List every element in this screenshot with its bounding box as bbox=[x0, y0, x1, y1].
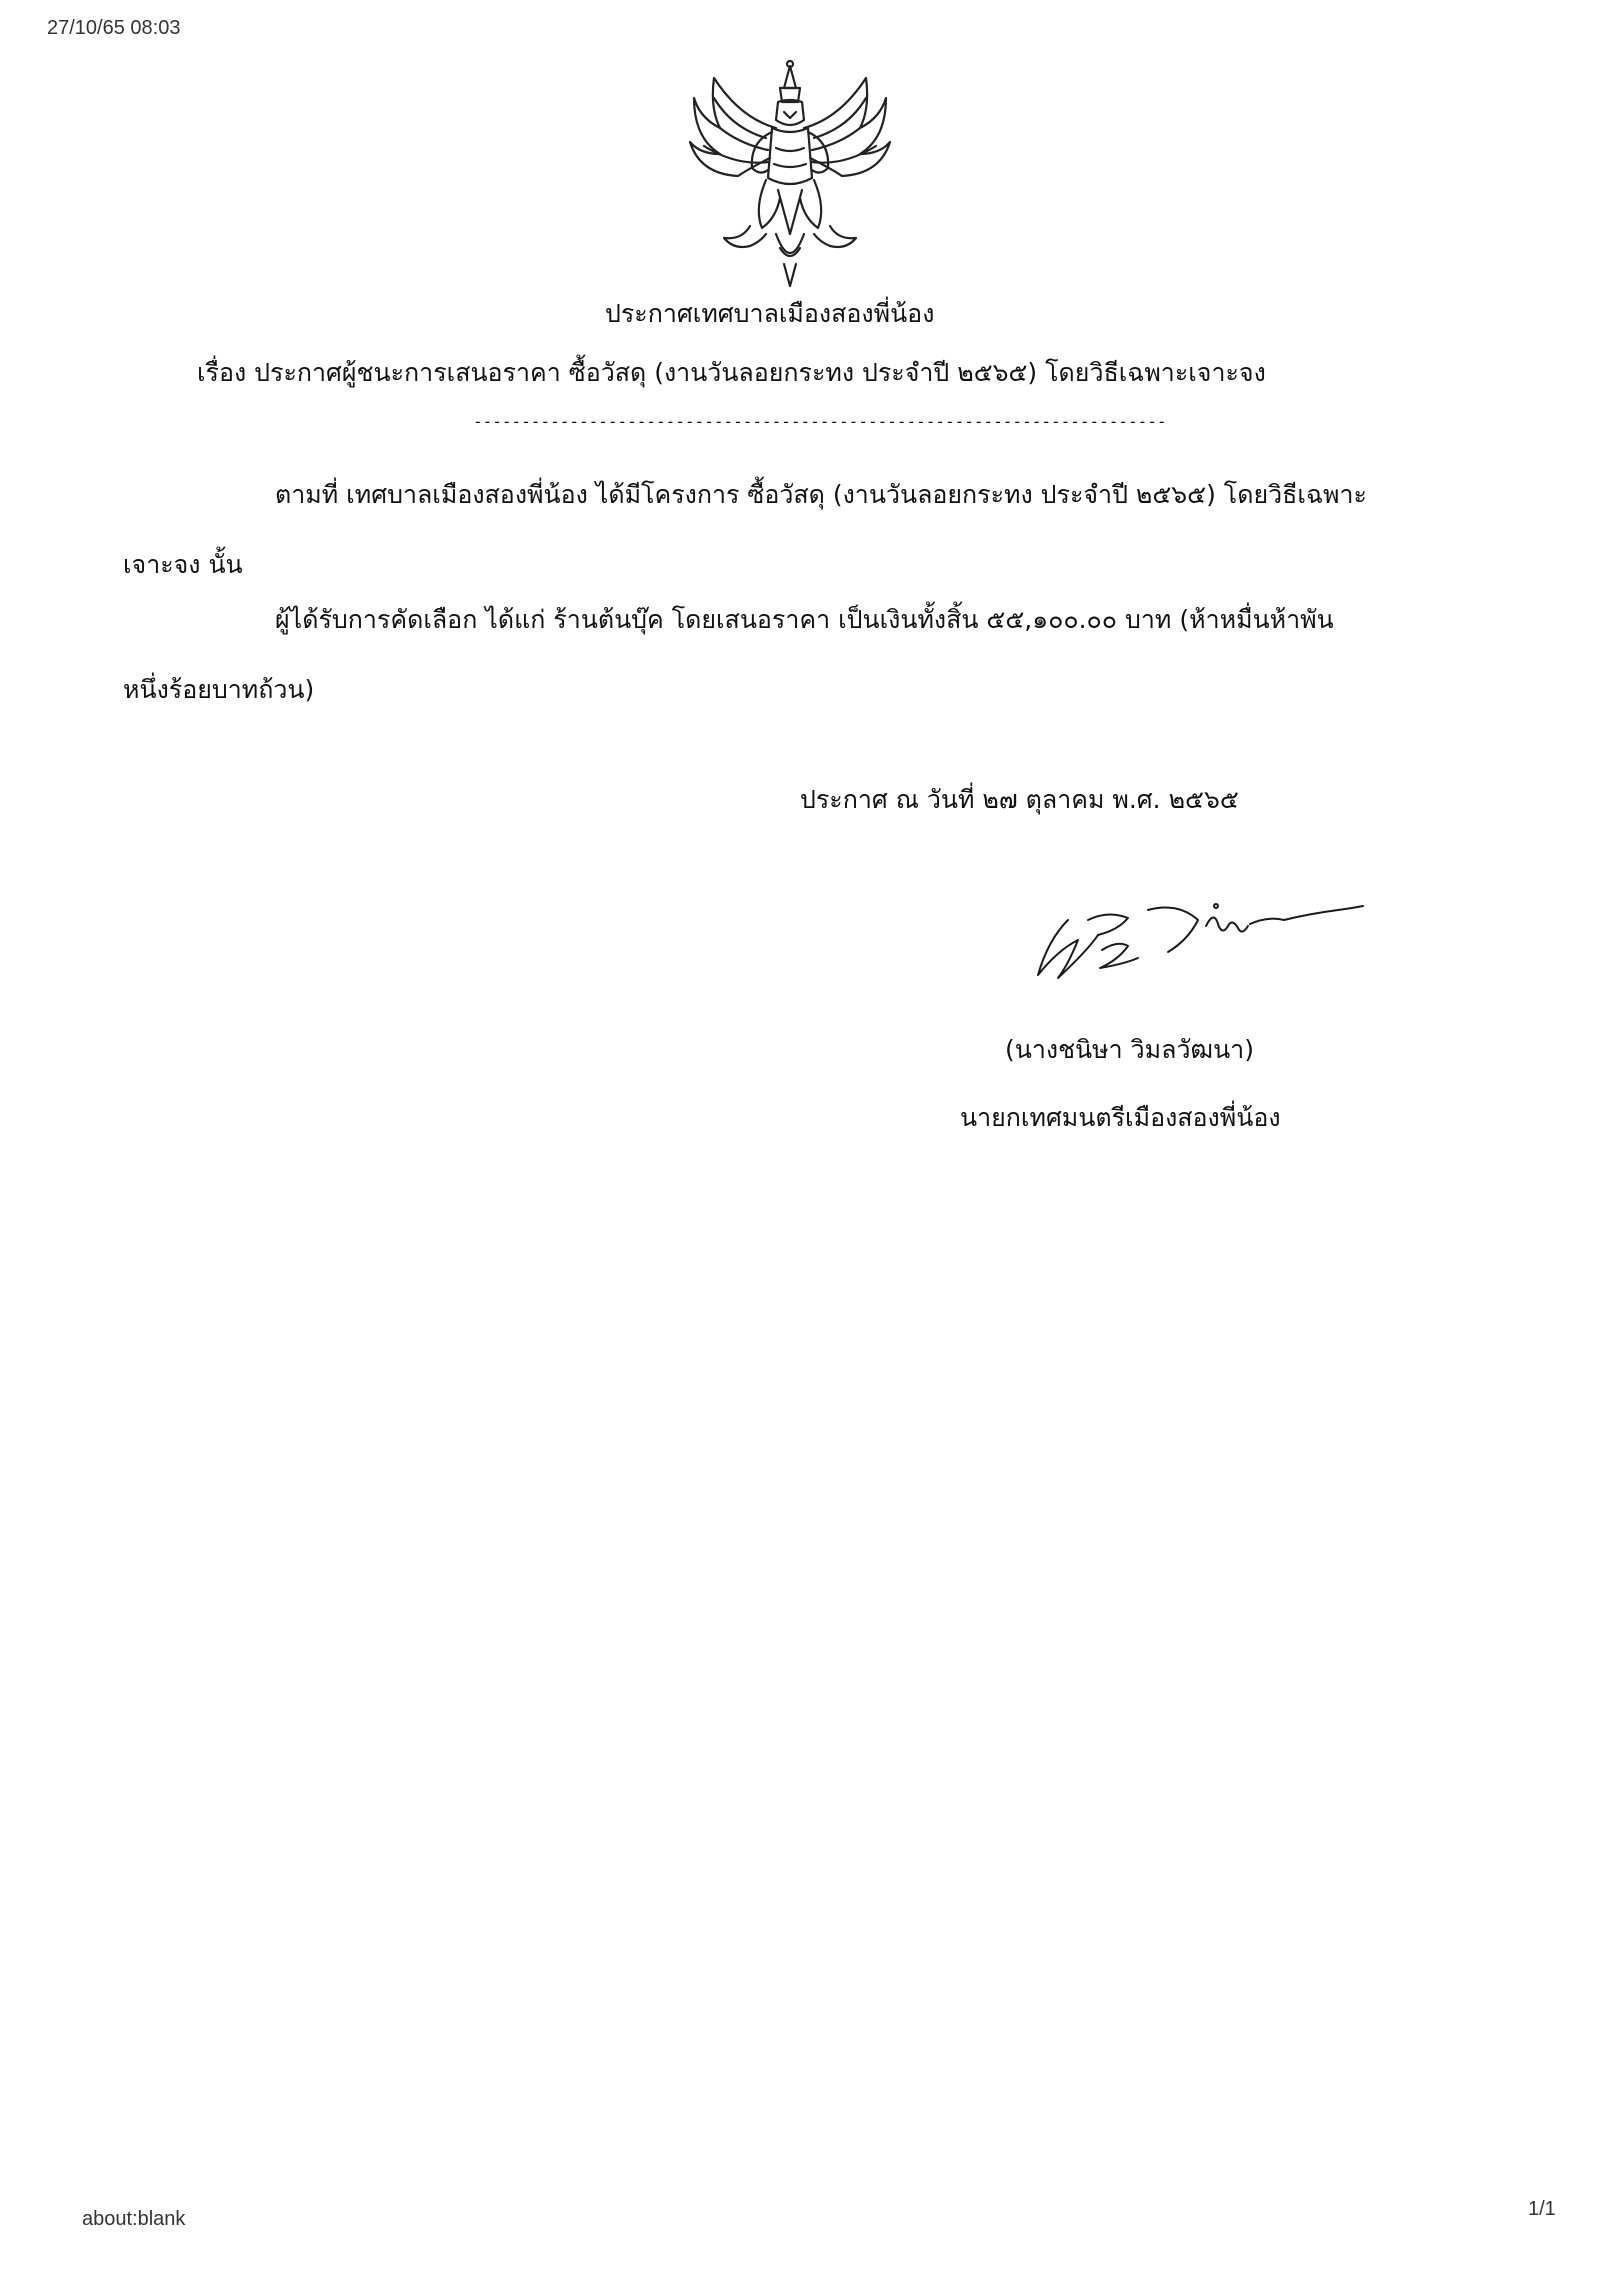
announcement-title: ประกาศเทศบาลเมืองสองพี่น้อง bbox=[605, 299, 935, 328]
announcement-subject: เรื่อง ประกาศผู้ชนะการเสนอราคา ซื้อวัสดุ (งานวันลอยกระทง ประจำปี ๒๕๖๕) โดยวิธีเฉพาะเจาะจง bbox=[197, 358, 1266, 387]
garuda-emblem-icon bbox=[680, 58, 900, 290]
print-footer-page-number: 1/1 bbox=[1528, 2198, 1556, 2220]
paragraph-2-line-1: ผู้ได้รับการคัดเลือก ได้แก่ ร้านต้นบุ๊ค โดยเสนอราคา เป็นเงินทั้งสิ้น ๕๕,๑๐๐.๐๐ บาท (ห้าหมื่นห้าพัน bbox=[275, 605, 1334, 634]
signature-icon bbox=[1028, 880, 1368, 990]
paragraph-1-line-1: ตามที่ เทศบาลเมืองสองพี่น้อง ได้มีโครงการ ซื้อวัสดุ (งานวันลอยกระทง ประจำปี ๒๕๖๕) โดยวิธีเฉพาะ bbox=[275, 480, 1367, 509]
announcement-date: ประกาศ ณ วันที่ ๒๗ ตุลาคม พ.ศ. ๒๕๖๕ bbox=[800, 785, 1239, 814]
print-header-timestamp: 27/10/65 08:03 bbox=[47, 17, 181, 39]
signer-title: นายกเทศมนตรีเมืองสองพี่น้อง bbox=[960, 1103, 1281, 1132]
separator-line: ------------------------------------------------------------------------ bbox=[473, 412, 1167, 431]
print-footer-url: about:blank bbox=[82, 2208, 186, 2230]
paragraph-2-line-2: หนึ่งร้อยบาทถ้วน) bbox=[123, 675, 315, 704]
paragraph-1-line-2: เจาะจง นั้น bbox=[123, 550, 243, 579]
signer-name: (นางชนิษา วิมลวัฒนา) bbox=[1005, 1035, 1254, 1064]
